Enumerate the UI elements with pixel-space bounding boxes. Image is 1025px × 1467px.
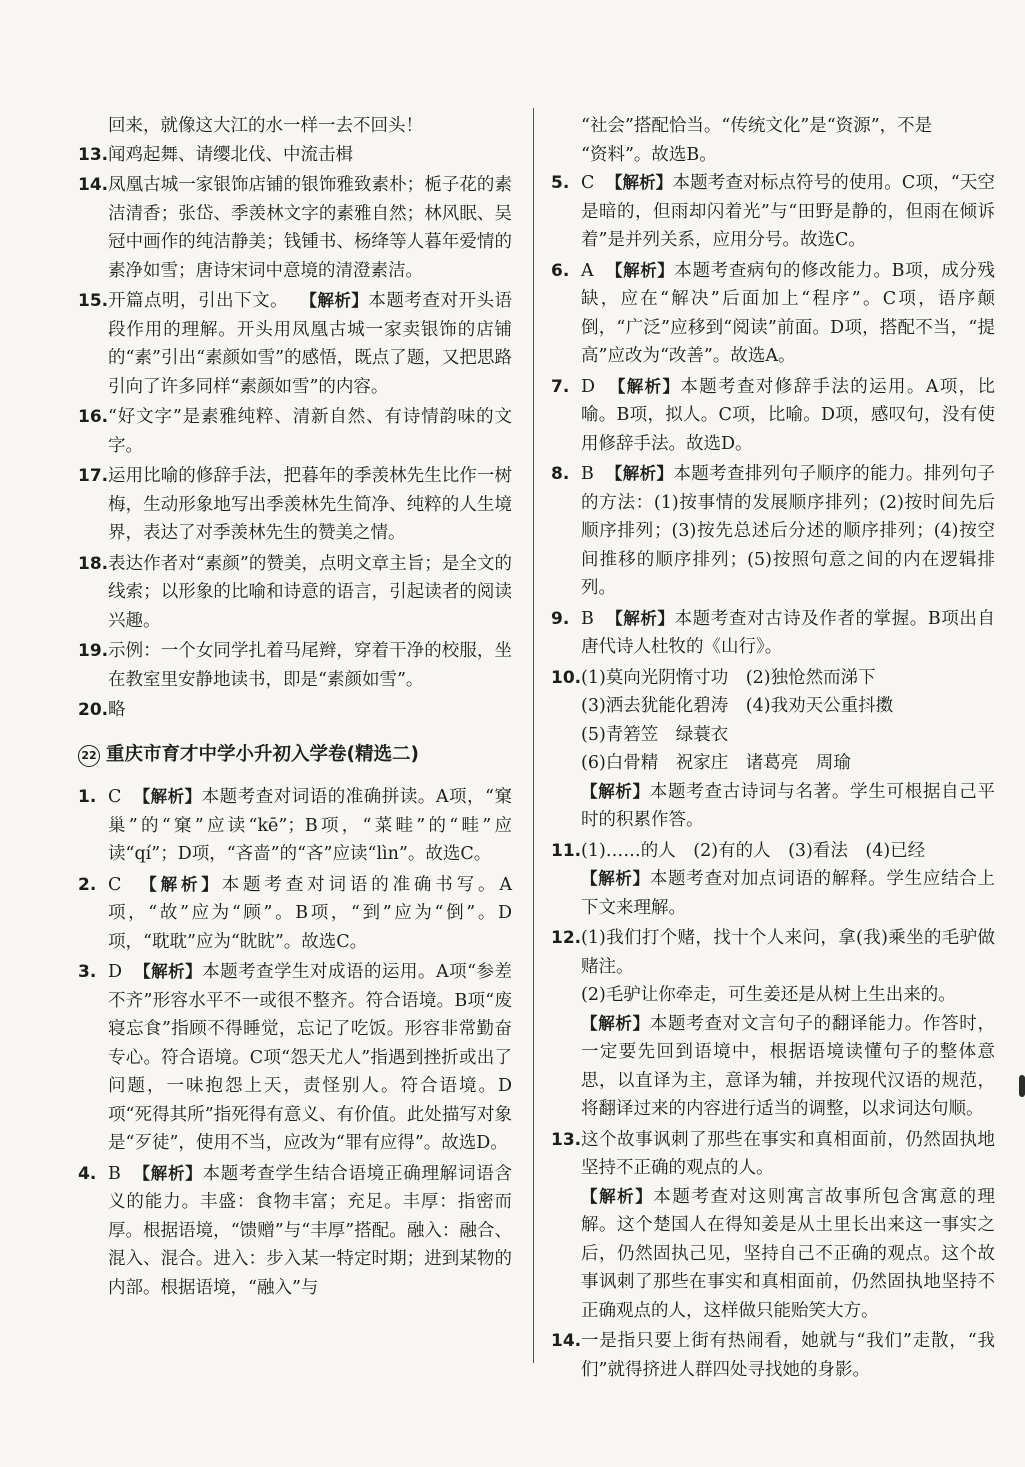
analysis-text: 本题考查对开头语段作用的理解。开头用凤凰古城一家卖银饰的店铺的“素”引出“素颜如雪”的感悟，既点了题，又把思路引向了许多同样“素颜如雪”的内容。 <box>108 291 512 397</box>
analysis-text: 本题考查对文言句子的翻译能力。作答时，一定要先回到语境中，根据语境读懂句子的整体意思，以直译为主，意译为辅，并按现代汉语的规范，将翻译过来的内容进行适当的调整，以求词达句顺。 <box>581 1013 996 1119</box>
answer-item-12 <box>551 924 996 1124</box>
answer-choice: C <box>108 787 122 807</box>
right-column <box>551 112 996 1384</box>
answer-body <box>581 169 995 255</box>
answer-item-1 <box>78 783 513 869</box>
continuation-text: “资料”。故选B。 <box>581 144 717 165</box>
item-number: 5. <box>551 173 570 193</box>
analysis-text: 本题考查学生对成语的运用。A项“参差不齐”形容水平不一或很不整齐。符合语境。B项“废寝忘食”指顾不得睡觉，忘记了吃饭。形容非常勤奋专心。符合语境。C项“怨天尤人”指遇到挫折或出了问题，一味抱怨上天，责怪别人。符合语境。D项“死得其所”指死得有意义、有价值。此处描写对象是“歹徒”，使用不当，应改为“罪有应得”。故选D。 <box>108 962 512 1153</box>
answer-item-15 <box>78 287 512 401</box>
answer-line: (6)白骨精 祝家庄 诸葛亮 周瑜 <box>581 753 851 773</box>
page-edge-mark <box>1019 1075 1025 1097</box>
answer-line: (3)洒去犹能化碧涛 (4)我劝天公重抖擞 <box>581 696 894 716</box>
answer-text: 凤凰古城一家银饰店铺的银饰雅致素朴；栀子花的素洁清香；张岱、季羡林文字的素雅自然；林风眠、吴冠中画作的纯洁静美；钱锺书、杨绛等人暮年爱情的素净如雪；唐诗宋词中意境的清澄素洁。 <box>108 175 512 281</box>
answer-body <box>108 958 512 1158</box>
analysis-text: 本题考查对加点词语的解释。学生应结合上下文来理解。 <box>581 869 996 918</box>
answer-choice: B <box>581 464 594 484</box>
answer-body <box>108 287 512 401</box>
item-number: 15. <box>78 291 109 311</box>
answer-item-16 <box>78 403 512 460</box>
answer-choice: D <box>581 376 596 397</box>
column-divider <box>533 108 534 1363</box>
item-number: 6. <box>551 260 570 281</box>
item-number: 12. <box>551 928 582 948</box>
item-number: 8. <box>551 464 570 484</box>
answer-text: 表达作者对“素颜”的赞美，点明文章主旨；是全文的线索；以形象的比喻和诗意的语言，引起读者的阅读兴趣。 <box>108 553 512 631</box>
answer-text: 一是指只要上街有热闹看，她就与“我们”走散，“我们”就得挤进人群四处寻找她的身影。 <box>581 1331 995 1380</box>
item-number: 17. <box>78 466 109 486</box>
analysis-tag: 【解析】 <box>608 376 681 396</box>
analysis-block <box>581 778 995 835</box>
analysis-tag: 【解析】 <box>606 608 675 628</box>
answer-text: (1)我们打个赌，找十个人来问，拿(我)乘坐的毛驴做赌注。 <box>581 928 995 977</box>
analysis-tag: 【解析】 <box>140 874 222 894</box>
analysis-block <box>581 1010 995 1124</box>
analysis-tag: 【解析】 <box>581 781 650 801</box>
answer-text: 开篇点明，引出下文。 <box>108 291 289 311</box>
answer-line: (1)莫向光阴惰寸功 (2)独怆然而涕下 <box>581 667 876 688</box>
analysis-text: 本题考查学生结合语境正确理解词语含义的能力。丰盛：食物丰富；充足。丰厚：指密而厚。根据语境，“馈赠”与“丰厚”搭配。融入：融合、混入、混合。进入：步入某一特定时期；进到某物的内部。根据语境，“融入”与 <box>108 1163 512 1298</box>
answer-item-14-right <box>551 1327 995 1384</box>
item-number: 13. <box>551 1129 582 1150</box>
analysis-tag: 【解析】 <box>581 869 650 888</box>
answer-body <box>108 1160 512 1303</box>
analysis-text: 本题考查对这则寓言故事所包含寓意的理解。这个楚国人在得知姜是从土里长出来这一事实之后，仍然固执己见，坚持自己不正确的观点。这个故事讽刺了那些在事实和真相面前，仍然固执地坚持不正确观点的人，这样做只能贻笑大方。 <box>581 1186 996 1321</box>
answer-item-13-right <box>551 1126 996 1326</box>
answer-item-6 <box>551 257 996 371</box>
answer-body <box>581 257 995 371</box>
continuation-text: “社会”搭配恰当。“传统文化”是“资源”，不是 <box>581 116 933 136</box>
answer-item-18 <box>78 550 512 636</box>
item-number: 10. <box>551 667 582 688</box>
answer-body <box>581 373 995 459</box>
answer-item-4 <box>78 1160 512 1303</box>
item-number: 19. <box>78 641 109 661</box>
answer-text: 运用比喻的修辞手法，把暮年的季羡林先生比作一树梅，生动形象地写出季羡林先生简净、纯粹的人生境界，表达了对季羡林先生的赞美之情。 <box>108 466 512 543</box>
analysis-tag: 【解析】 <box>581 1013 650 1033</box>
left-column <box>78 112 513 1302</box>
answer-choice: A <box>581 260 594 281</box>
answer-item-8 <box>551 460 995 603</box>
item-number: 11. <box>551 840 582 861</box>
answer-item-3 <box>78 958 512 1158</box>
answer-choice: B <box>108 1163 121 1184</box>
answer-item-17 <box>78 462 512 548</box>
answer-choice: C <box>108 874 122 895</box>
answer-item-5 <box>551 169 995 255</box>
analysis-text: 本题考查对词语的准确拼读。A项，“窠巢”的“窠”应读“kē”；B项，“菜畦”的“畦”应读“qí”；D项，“吝啬”的“吝”应读“lìn”。故选C。 <box>108 787 513 864</box>
answer-line: (5)青箬笠 绿蓑衣 <box>581 724 729 745</box>
item-number: 13. <box>78 144 109 165</box>
analysis-text: 本题考查对古诗及作者的掌握。B项出自唐代诗人杜牧的《山行》。 <box>581 608 995 657</box>
answer-item-13 <box>78 141 512 170</box>
analysis-tag: 【解析】 <box>300 291 369 310</box>
answer-item-14 <box>78 171 512 285</box>
analysis-block <box>581 865 995 922</box>
answer-body <box>108 871 512 957</box>
answer-text: “好文字”是素雅纯粹、清新自然、有诗情韵味的文字。 <box>108 407 512 456</box>
analysis-tag: 【解析】 <box>133 1163 203 1183</box>
answer-text: 闻鸡起舞、请缨北伐、中流击楫 <box>108 144 353 165</box>
answer-body <box>581 460 995 603</box>
item-number: 16. <box>78 407 109 427</box>
item-number: 1. <box>78 787 97 807</box>
item-number: 20. <box>78 700 109 720</box>
analysis-text: 本题考查对词语的准确书写。A项，“故”应为“顾”。B项，“到”应为“倒”。D项，“耽耽”应为“眈眈”。故选C。 <box>108 874 512 952</box>
continuation-text: 回来，就像这大江的水一样一去不回头！ <box>108 116 423 136</box>
section-heading <box>78 741 512 770</box>
answer-item-2 <box>78 871 512 957</box>
answer-text: 这个故事讽刺了那些在事实和真相面前，仍然固执地坚持不正确的观点的人。 <box>581 1129 995 1178</box>
analysis-tag: 【解析】 <box>605 464 674 483</box>
answer-choice: C <box>581 173 595 193</box>
analysis-tag: 【解析】 <box>605 173 673 192</box>
item-number: 9. <box>551 608 570 629</box>
item-number: 14. <box>551 1331 582 1351</box>
analysis-tag: 【解析】 <box>581 1186 654 1206</box>
answer-choice: D <box>108 962 123 982</box>
answer-choice: B <box>581 608 594 629</box>
item-number: 14. <box>78 175 109 195</box>
answer-body <box>108 783 512 869</box>
answer-item-20 <box>78 696 512 725</box>
answer-text: 略 <box>108 700 126 720</box>
answer-text: (1)……的人 (2)有的人 (3)看法 (4)已经 <box>581 840 926 861</box>
answer-item-11 <box>551 837 996 923</box>
analysis-text: 本题考查古诗词与名著。学生可根据自己平时的积累作答。 <box>581 781 996 830</box>
item-number: 18. <box>78 553 109 574</box>
analysis-tag: 【解析】 <box>605 260 675 280</box>
answer-item-10 <box>551 664 996 835</box>
analysis-text: 本题考查对标点符号的使用。C项，“天空是暗的，但雨却闪着光”与“田野是静的，但雨在倾诉着”是并列关系，应用分号。故选C。 <box>581 173 995 250</box>
analysis-text: 本题考查病句的修改能力。B项，成分残缺，应在“解决”后面加上“程序”。C项，语序颠倒，“广泛”应移到“阅读”前面。D项，搭配不当，“提高”应改为“改善”。故选A。 <box>581 260 996 366</box>
analysis-text: 本题考查排列句子顺序的能力。排列句子的方法：(1)按事情的发展顺序排列；(2)按时间先后顺序排列；(3)按先总述后分述的顺序排列；(4)按空间推移的顺序排列；(5)按照句意之间的内在逻辑排列。 <box>581 464 995 598</box>
section-number-badge: 22 <box>78 745 100 767</box>
answer-text: (2)毛驴让你牵走，可生姜还是从树上生出来的。 <box>581 985 956 1005</box>
answer-text: 示例：一个女同学扎着马尾辫，穿着干净的校服，坐在教室里安静地读书，即是“素颜如雪”。 <box>108 641 512 690</box>
answer-body <box>581 605 995 662</box>
answer-item-7 <box>551 373 995 459</box>
answer-item-19 <box>78 637 512 694</box>
analysis-text: 本题考查对修辞手法的运用。A项，比喻。B项，拟人。C项，比喻。D项，感叹句，没有使用修辞手法。故选D。 <box>581 376 995 454</box>
answer-item-9 <box>551 605 995 662</box>
analysis-tag: 【解析】 <box>134 962 203 981</box>
section-title: 重庆市育才中学小升初入学卷(精选二) <box>106 743 419 765</box>
item-number: 4. <box>78 1163 97 1184</box>
analysis-block <box>581 1183 995 1326</box>
item-number: 7. <box>551 376 570 397</box>
item-number: 2. <box>78 874 97 895</box>
analysis-tag: 【解析】 <box>133 787 202 806</box>
item-number: 3. <box>78 962 97 982</box>
